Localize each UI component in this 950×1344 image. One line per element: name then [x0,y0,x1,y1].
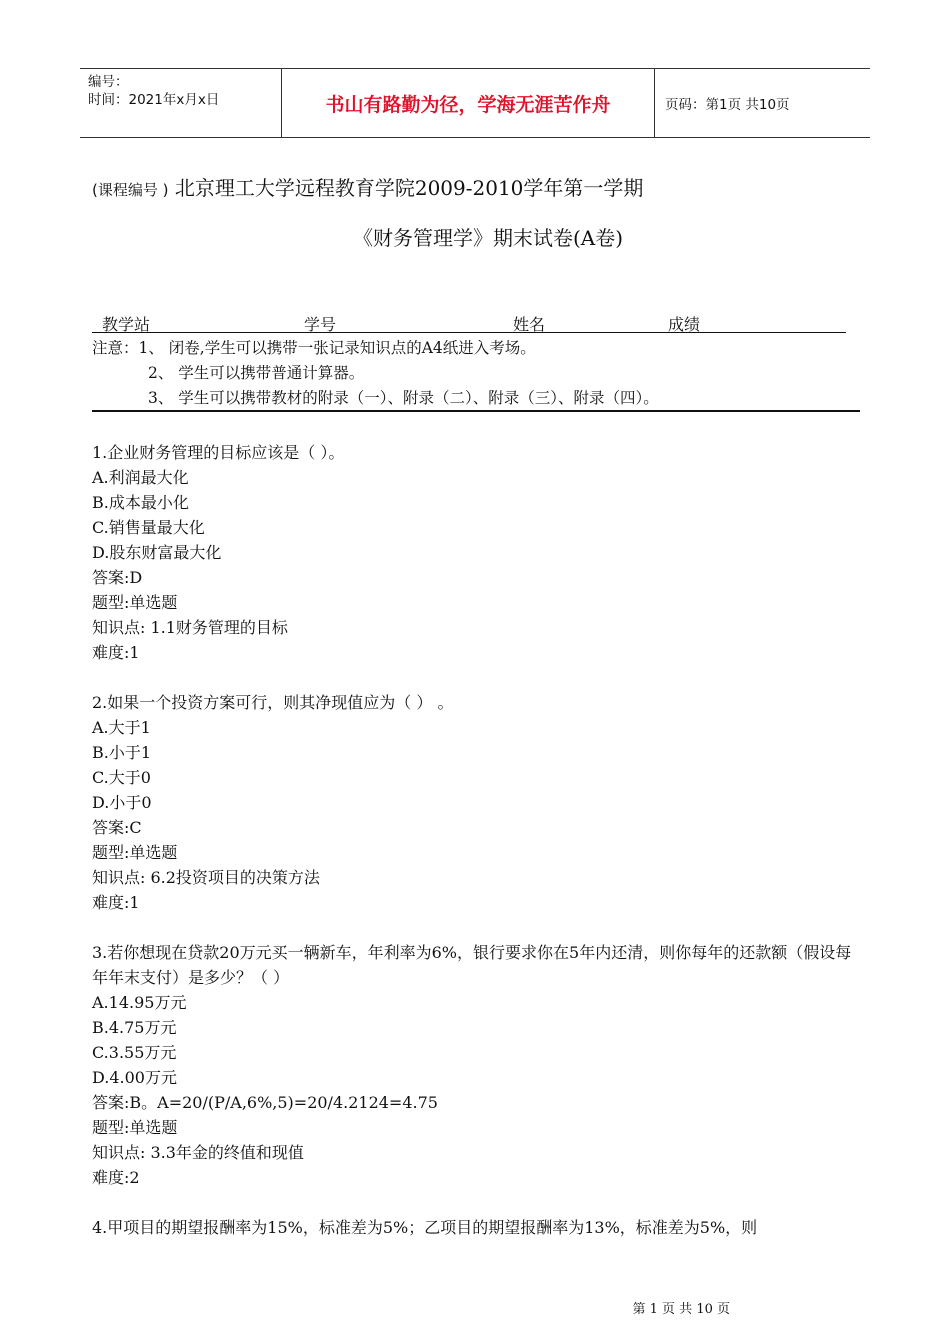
doc-date-label: 时间：2021年x月x日 [88,92,220,108]
question-type: 题型:单选题 [92,593,178,612]
knowledge-point: 知识点: 3.3年金的终值和现值 [92,1143,304,1162]
difficulty: 难度:1 [92,643,140,662]
exam-notes [92,336,659,411]
answer: 答案:D [92,568,143,587]
option-d: D.小于0 [92,793,152,812]
field-score: 成绩 [668,315,701,334]
question-type: 题型:单选题 [92,843,178,862]
student-info-row [92,312,846,333]
page-header [80,68,870,138]
option-a: A.14.95万元 [92,993,187,1012]
exam-title-line2: 《财务管理学》期末试卷(A卷) [352,226,624,250]
exam-title-line1 [92,172,643,201]
question-1 [92,440,862,665]
question-4 [92,1215,862,1240]
option-b: B.成本最小化 [92,493,189,512]
option-c: C.3.55万元 [92,1043,177,1062]
question-2 [92,690,862,915]
option-b: B.小于1 [92,743,152,762]
difficulty: 难度:1 [92,893,140,912]
field-student-id: 学号 [304,315,337,334]
option-a: A.利润最大化 [92,468,189,487]
question-stem: 4.甲项目的期望报酬率为15%，标准差为5%；乙项目的期望报酬率为13%，标准差为5%，则 [92,1218,758,1237]
note-1: 注意：1、 闭卷,学生可以携带一张记录知识点的A4纸进入考场。 [92,339,536,357]
question-3 [92,940,862,1190]
course-code: (课程编号 ) [92,181,169,199]
option-b: B.4.75万元 [92,1018,177,1037]
note-2: 2、 学生可以携带普通计算器。 [148,364,365,382]
question-stem: 2.如果一个投资方案可行，则其净现值应为（ ） 。 [92,693,454,712]
school-term: 北京理工大学远程教育学院2009-2010学年第一学期 [174,176,644,200]
header-meta [80,69,282,137]
knowledge-point: 知识点: 1.1财务管理的目标 [92,618,288,637]
field-station: 教学站 [102,315,151,334]
doc-number-label: 编号： [88,74,129,90]
difficulty: 难度:2 [92,1168,140,1187]
question-stem: 3.若你想现在贷款20万元买一辆新车，年利率为6%，银行要求你在5年内还清，则你每年的还款额（假设每年年末支付）是多少？（ ） [92,943,852,987]
option-c: C.销售量最大化 [92,518,205,537]
answer: 答案:C [92,818,142,837]
header-page-info: 页码：第1页 共10页 [665,97,790,113]
page-footer: 第 1 页 共 10 页 [632,1302,730,1317]
option-a: A.大于1 [92,718,151,737]
answer: 答案:B。A=20/(P/A,6%,5)=20/4.2124=4.75 [92,1093,438,1112]
option-d: D.4.00万元 [92,1068,177,1087]
question-list [92,440,862,1265]
question-stem: 1.企业财务管理的目标应该是（ ）。 [92,443,345,462]
note-3: 3、 学生可以携带教材的附录（一）、附录（二）、附录（三）、附录（四）。 [148,389,659,407]
option-d: D.股东财富最大化 [92,543,222,562]
notes-divider [92,410,860,412]
question-type: 题型:单选题 [92,1118,178,1137]
option-c: C.大于0 [92,768,151,787]
knowledge-point: 知识点: 6.2投资项目的决策方法 [92,868,320,887]
header-motto: 书山有路勤为径，学海无涯苦作舟 [282,69,655,137]
field-name: 姓名 [513,315,546,334]
